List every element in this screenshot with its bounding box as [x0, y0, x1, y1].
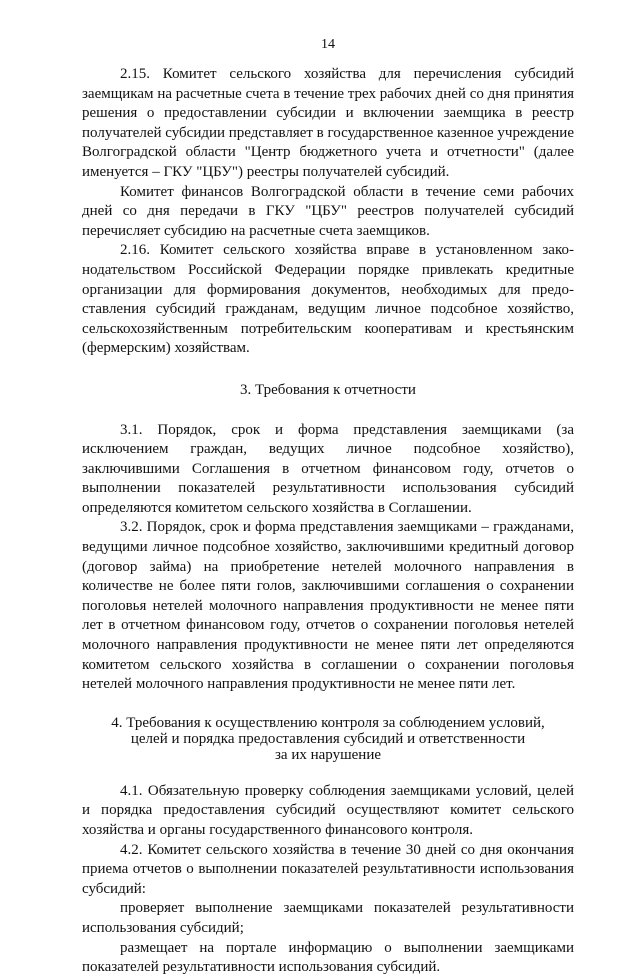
paragraph-4-2-check: проверяет выполнение заемщиками показателей результативности использования субсидий;	[82, 900, 574, 936]
section-3-heading: 3. Требования к отчетности	[240, 381, 416, 398]
paragraph-3-1: 3.1. Порядок, срок и форма представления заемщиками (за исключением граждан, ведущих личное подсобное хозяйство), заключившими Соглашения в отчетном финансовом году, отчетов о выполнении показателей результативности использования субсидий определяются комитетом сельского хозяйства в Соглашении.	[82, 421, 574, 516]
section-4-heading	[82, 715, 574, 763]
paragraph-4-2: 4.2. Комитет сельского хозяйства в течение 30 дней со дня окончания приема отчетов о выполнении показателей результативности использования субсидий:	[82, 841, 574, 897]
paragraph-3-2: 3.2. Порядок, срок и форма представления заемщиками – гражданами, ведущими личное подсобное хозяйство, заключившими кредитный договор (договор займа) на приобретение нетелей молочного направления в количестве не более пяти голов, заключившими соглашения о сохранении поголовья нетелей молочного направления продуктивности не менее пяти лет в отчетном финансовом году, отчетов о сохранении поголовья нетелей молочного направления продуктивности не менее пяти лет определяются комитетом сельского хозяйства в соглашении о сохранении поголовья нетелей молочного направления продуктивности не менее пяти лет.	[82, 519, 574, 693]
paragraph-finance-committee: Комитет финансов Волгоградской области в течение семи рабочих дней со дня передачи в ГКУ "ЦБУ" реестров получателей субсидий перечисляет субсидию на расчетные счета заемщиков.	[82, 183, 574, 239]
paragraph-2-15: 2.15. Комитет сельского хозяйства для перечисления субсидий заемщикам на расчетные счета в течение трех рабочих дней со дня принятия решения о предоставлении субсидии и включении заемщика в реестр получателей субсидии представляет в государственное казенное учреждение Волгоградской области "Центр бюджетного учета и отчетности" (далее именуется – ГКУ "ЦБУ") реестры получателей субсидий.	[82, 66, 574, 180]
section-4-heading-line: 4. Требования к осуществлению контроля за соблюдением условий,	[111, 714, 545, 731]
document-body	[82, 65, 574, 978]
section-4-heading-line: целей и порядка предоставления субсидий и ответственности	[130, 730, 526, 747]
paragraph-2-16: 2.16. Комитет сельского хозяйства вправе в установленном законодательством Российской Федерации порядке привлекать кредитные организации для формирования документов, необходимых для предоставления субсидий гражданам, ведущим личное подсобное хозяйство, сельскохозяйственным потребительским кооперативам и крестьянским (фермерским) хозяйствам.	[82, 242, 574, 357]
section-4-heading-line: за их нарушение	[274, 746, 382, 763]
page-number: 14	[321, 37, 335, 52]
paragraph-4-1: 4.1. Обязательную проверку соблюдения заемщиками условий, целей и порядка предоставления субсидий осуществляют комитет сельского хозяйства и органы государственного финансового контроля.	[82, 782, 574, 838]
document-page	[82, 0, 574, 976]
paragraph-4-2-publish: размещает на портале информацию о выполнении заемщиками показателей результативности использования субсидий.	[82, 939, 574, 976]
